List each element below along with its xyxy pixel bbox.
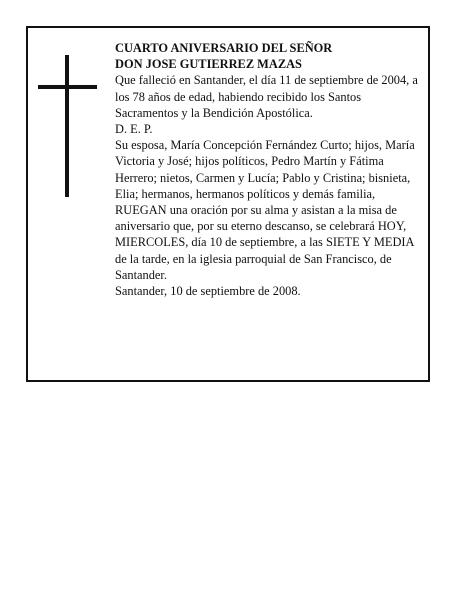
mass-request: RUEGAN una oración por su alma y asistan a la misa de aniversario que, por su eterno descanso, se celebrará HOY, MIERCOLES, día 10 de septiembre, a las SIETE Y MEDIA de la tarde, en la iglesia parroquial de San Francisco, de Santander. bbox=[115, 203, 414, 282]
notice-title-line-1: CUARTO ANIVERSARIO DEL SEÑOR bbox=[115, 41, 333, 55]
obituary-text bbox=[115, 40, 421, 299]
notice-title-line-2: DON JOSE GUTIERREZ MAZAS bbox=[115, 57, 302, 72]
place-and-date: Santander, 10 de septiembre de 2008. bbox=[115, 284, 301, 299]
rest-in-peace-text: D. E. P. bbox=[115, 122, 153, 137]
family-list: Su esposa, María Concepción Fernández Curto; hijos, María Victoria y José; hijos políticos, Pedro Martín y Fátima Herrero; nietos, Carmen y Lucía; Pablo y Cristina; bisnieta, Elia; hermanos, hermanos políticos y demás familia, bbox=[115, 138, 415, 201]
death-information: Que falleció en Santander, el día 11 de septiembre de 2004, a los 78 años de edad, habiendo recibido los Santos Sacramentos y la Bendición Apostólica. bbox=[115, 73, 418, 120]
